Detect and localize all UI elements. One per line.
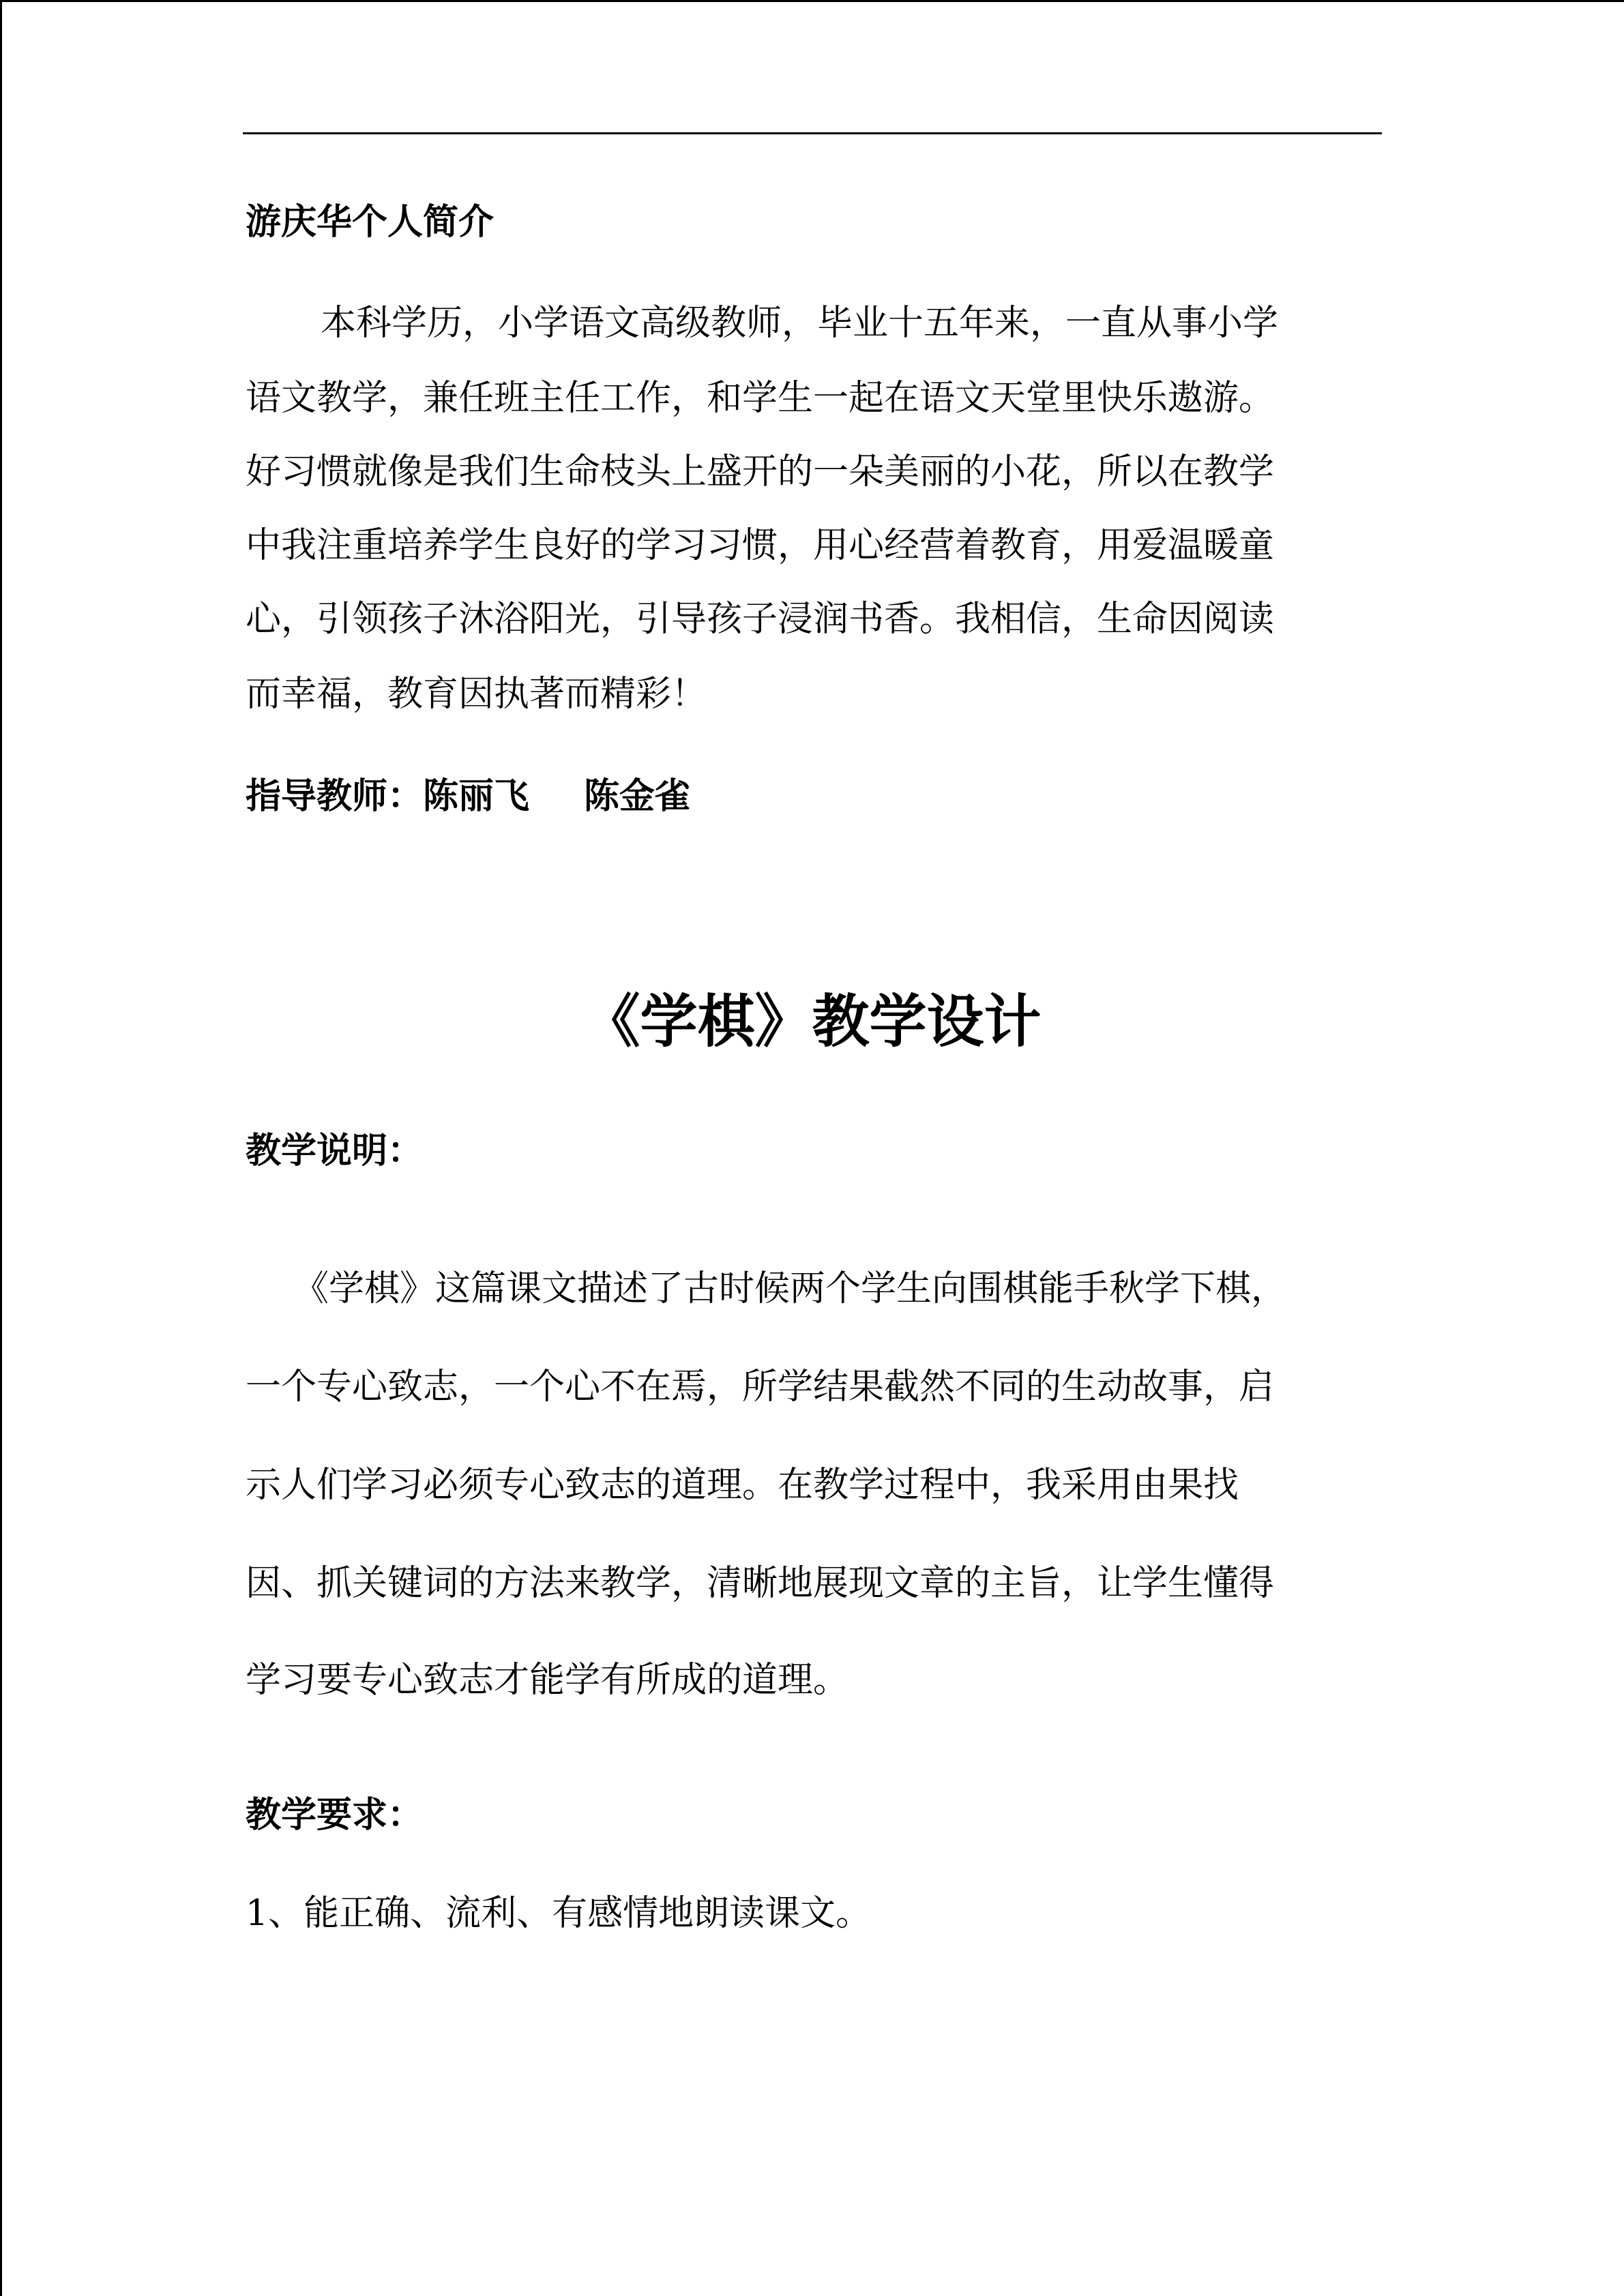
- bio-line-6: 而幸福，教育因执著而精彩！: [246, 674, 707, 715]
- profile-heading: 游庆华个人简介: [246, 201, 494, 243]
- bio-line-5: 心，引领孩子沐浴阳光，引导孩子浸润书香。我相信，生命因阅读: [246, 599, 1275, 640]
- explanation-line-1: [246, 1267, 1286, 1311]
- explanation-heading: 教学说明：: [246, 1130, 424, 1172]
- bio-line-1-text: 本科学历，小学语文高级教师，毕业十五年来，一直从事小学: [321, 303, 1279, 344]
- advisor-2: 陈金雀: [584, 775, 691, 817]
- requirements-heading: 教学要求：: [246, 1794, 424, 1836]
- advisors-line: [246, 775, 690, 818]
- requirement-item-1: 1、能正确、流利、有感情地朗读课文。: [246, 1893, 872, 1934]
- explanation-line-5: 学习要专心致志才能学有所成的道理。: [246, 1660, 849, 1701]
- bio-line-3: 好习惯就像是我们生命枝头上盛开的一朵美丽的小花，所以在教学: [246, 451, 1275, 492]
- explanation-line-2: 一个专心致志，一个心不在焉，所学结果截然不同的生动故事，启: [246, 1367, 1275, 1407]
- explanation-line-4: 因、抓关键词的方法来教学，清晰地展现文章的主旨，让学生懂得: [246, 1563, 1275, 1604]
- explanation-line-3: 示人们学习必须专心致志的道理。在教学过程中，我采用由果找: [246, 1465, 1239, 1506]
- explanation-line-1-text: 《学棋》这篇课文描述了古时候两个学生向围棋能手秋学下棋，: [293, 1268, 1287, 1309]
- bio-line-2: 语文教学，兼任班主任工作，和学生一起在语文天堂里快乐遨游。: [246, 378, 1275, 419]
- advisor-1: 陈丽飞: [423, 775, 530, 817]
- header-rule: [243, 132, 1382, 134]
- page-border-top: [0, 0, 1624, 2]
- advisors-label: 指导教师：: [246, 775, 424, 817]
- design-title: 《学棋》教学设计: [582, 987, 1042, 1055]
- page-border-left: [0, 0, 2, 2296]
- bio-line-4: 中我注重培养学生良好的学习习惯，用心经营着教育，用爱温暖童: [246, 525, 1275, 566]
- bio-line-1: [246, 301, 1278, 345]
